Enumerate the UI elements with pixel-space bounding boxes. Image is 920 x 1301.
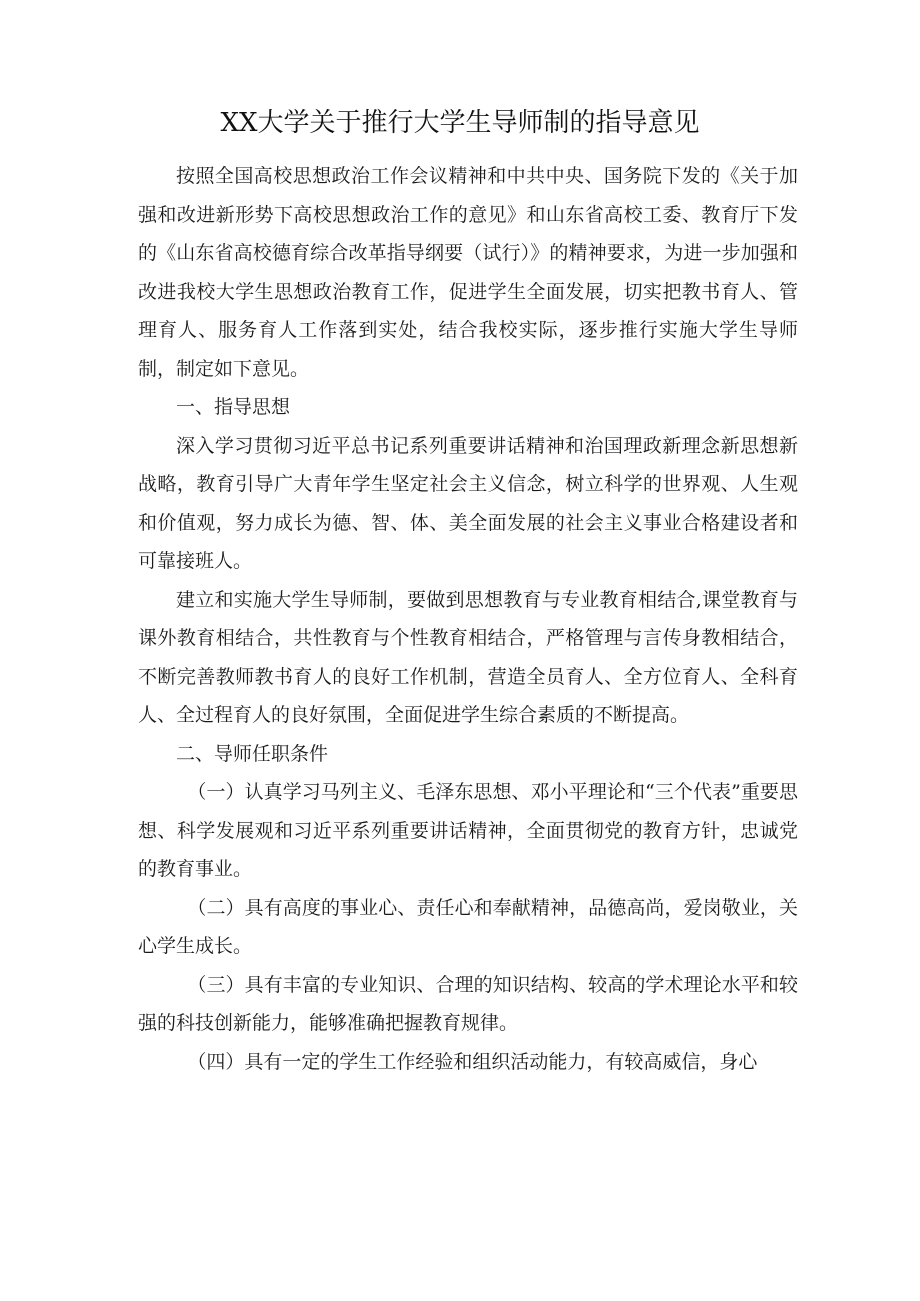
intro-paragraph: 按照全国高校思想政治工作会议精神和中共中央、国务院下发的《关于加强和改进新形势下高校思想政治工作的意见》和山东省高校工委、教育厅下发的《山东省高校德育综合改革指导纲要（试行）》的精神要求，为进一步加强和改进我校大学生思想政治教育工作，促进学生全面发展，切实把教书育人、管理育人、服务育人工作落到实处，结合我校实际，逐步推行实施大学生导师制，制定如下意见。 bbox=[138, 165, 798, 380]
section-heading-guiding-ideology: 一、指导思想 bbox=[176, 396, 291, 418]
document-body bbox=[138, 157, 798, 1081]
section-heading-tutor-qualifications: 二、导师任职条件 bbox=[176, 742, 329, 765]
document-title: XX大学关于推行大学生导师制的指导意见 bbox=[220, 108, 700, 138]
qualification-item-4: （四）具有一定的学生工作经验和组织活动能力，有较高威信，身心 bbox=[187, 1050, 758, 1073]
guiding-ideology-paragraph-1: 深入学习贯彻习近平总书记系列重要讲话精神和治国理政新理念新思想新战略，教育引导广大青年学生坚定社会主义信念，树立科学的世界观、人生观和价值观，努力成长为德、智、体、美全面发展的社会主义事业合格建设者和可靠接班人。 bbox=[138, 434, 798, 572]
qualification-item-1: （一）认真学习马列主义、毛泽东思想、邓小平理论和“三个代表”重要思想、科学发展观和习近平系列重要讲话精神，全面贯彻党的教育方针，忠诚党的教育事业。 bbox=[138, 781, 798, 880]
qualification-item-3: （三）具有丰富的专业知识、合理的知识结构、较高的学术理论水平和较强的科技创新能力，能够准确把握教育规律。 bbox=[138, 973, 798, 1034]
guiding-ideology-paragraph-2: 建立和实施大学生导师制，要做到思想教育与专业教育相结合,课堂教育与课外教育相结合，共性教育与个性教育相结合，严格管理与言传身教相结合，不断完善教师教书育人的良好工作机制，营造全员育人、全方位育人、全科育人、全过程育人的良好氛围，全面促进学生综合素质的不断提高。 bbox=[138, 588, 798, 726]
qualification-item-2: （二）具有高度的事业心、责任心和奉献精神，品德高尚，爱岗敬业，关心学生成长。 bbox=[138, 896, 798, 957]
